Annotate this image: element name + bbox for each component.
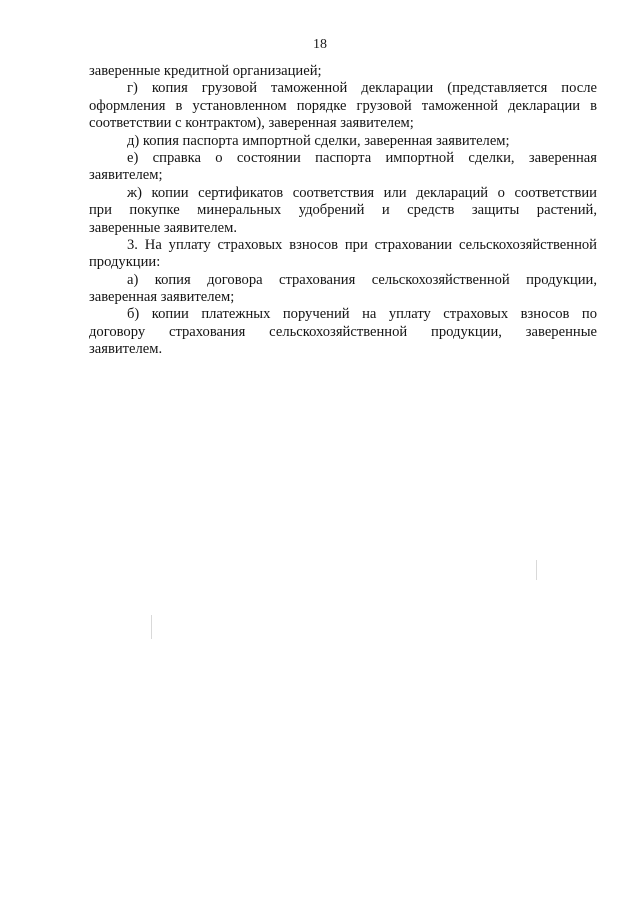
scan-artifact bbox=[536, 560, 537, 580]
text-line: ж) копии сертификатов соответствия или деклараций о соответствии bbox=[127, 184, 597, 201]
text-line: г) копия грузовой таможенной декларации (представляется после bbox=[127, 80, 597, 97]
text-line: е) справка о состоянии паспорта импортной сделки, заверенная bbox=[127, 149, 597, 166]
text-line: 3. На уплату страховых взносов при страховании сельскохозяйственной bbox=[127, 236, 597, 253]
text-line: оформления в установленном порядке грузовой таможенной декларации в bbox=[89, 97, 597, 114]
document-body bbox=[89, 63, 597, 359]
text-line: заявителем. bbox=[89, 341, 163, 358]
text-line: соответствии с контрактом), заверенная заявителем; bbox=[89, 115, 414, 132]
text-line: заверенные заявителем. bbox=[89, 219, 238, 236]
text-line: заверенные кредитной организацией; bbox=[89, 63, 322, 79]
scan-artifact bbox=[151, 615, 152, 639]
text-line: а) копия договора страхования сельскохозяйственной продукции, bbox=[127, 271, 597, 288]
text-line: заверенная заявителем; bbox=[89, 289, 235, 306]
page-number: 18 bbox=[313, 37, 327, 52]
text-line: б) копии платежных поручений на уплату страховых взносов по bbox=[127, 306, 597, 323]
text-line: при покупке минеральных удобрений и средств защиты растений, bbox=[89, 202, 597, 219]
text-line: договору страхования сельскохозяйственной продукции, заверенные bbox=[89, 323, 597, 340]
text-line: продукции: bbox=[89, 254, 161, 271]
text-line: д) копия паспорта импортной сделки, заверенная заявителем; bbox=[127, 132, 510, 149]
text-line: заявителем; bbox=[89, 167, 163, 184]
